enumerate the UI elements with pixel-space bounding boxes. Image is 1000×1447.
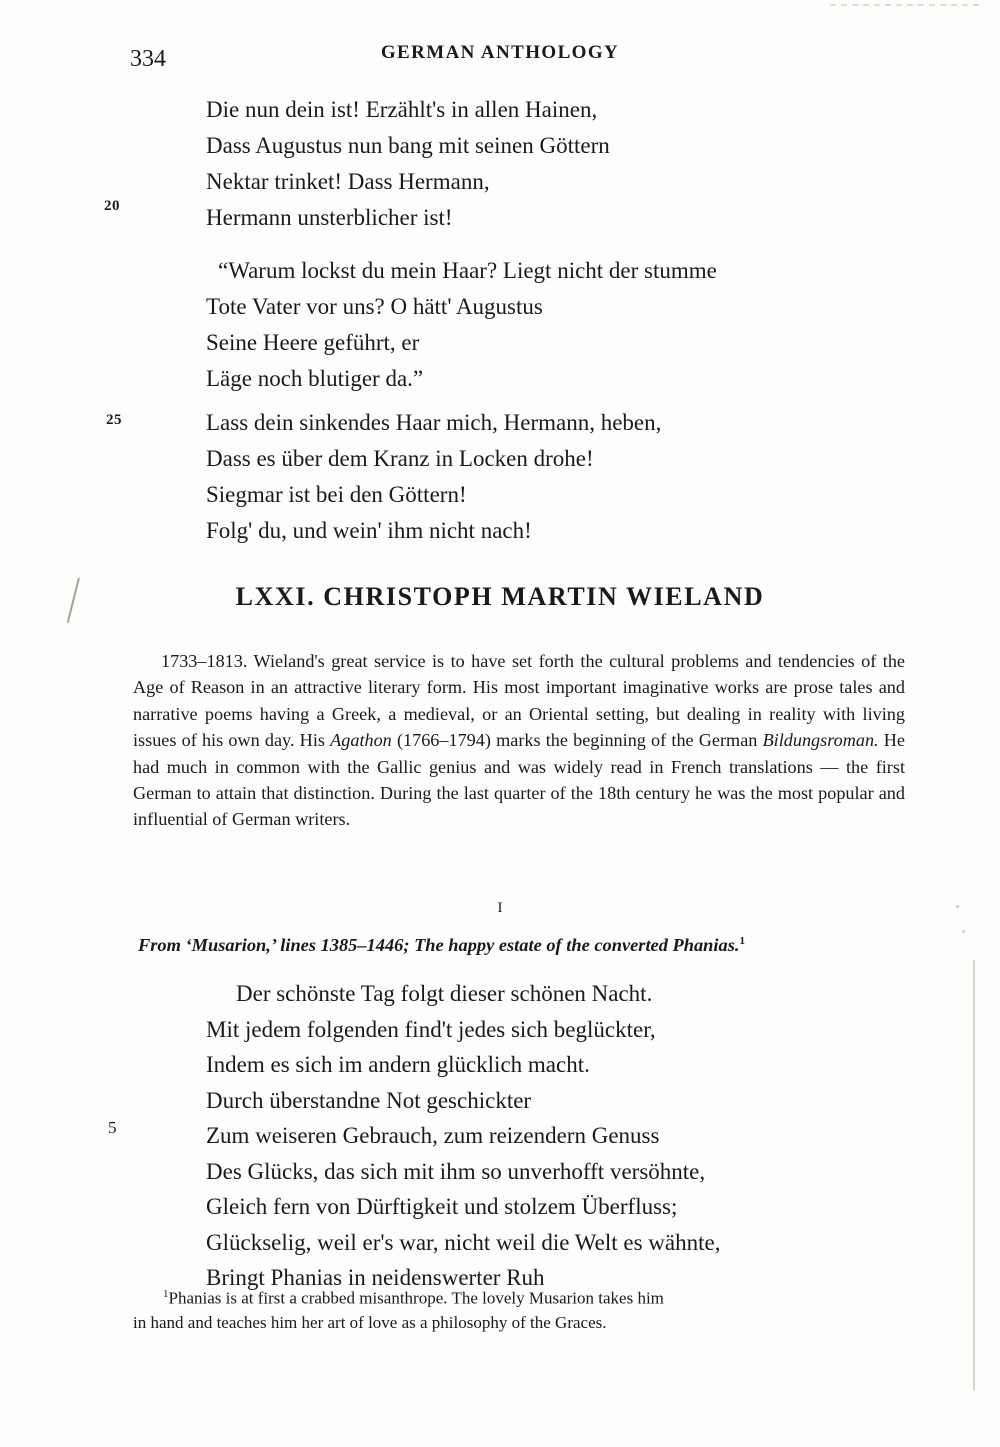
verse-line: Zum weiseren Gebrauch, zum reizendern Genuss — [206, 1123, 660, 1148]
term-bildungsroman: Bildungsroman. — [762, 730, 879, 751]
stanza-3 — [206, 405, 661, 549]
note-text-part-1: Wieland's great service is to have set forth the cultural problems and tendencies of the Age of Reason in an attractive literary form. His most important imaginative works are prose tales and narrative poems having a Greek, a medieval, or an Oriental setting, but dealing in reality with living issues of his own day. His — [133, 651, 906, 751]
poem-source-text: From ‘Musarion,’ lines 1385–1446; The happy estate of the converted Phanias. — [138, 935, 740, 956]
verse-line: Glückselig, weil er's war, nicht weil die Welt es wähnte, — [206, 1229, 721, 1255]
poem-number: I — [497, 900, 503, 916]
scan-speck — [962, 930, 965, 933]
footnote — [133, 1282, 913, 1335]
verse-line-number: 20 — [104, 198, 120, 214]
verse-line: Siegmar ist bei den Göttern! — [206, 482, 467, 507]
verse-line: “Warum lockst du mein Haar? Liegt nicht der stumme — [218, 258, 717, 283]
note-text-part-3: He had much in common with the Gallic genius and was widely read in French translations — the first German to attain that distinction. During the last quarter of the 18th century he was the most popular and influential of German writers. — [133, 730, 905, 830]
verse-line: Die nun dein ist! Erzählt's in allen Hainen, — [206, 97, 598, 122]
verse-line: Läge noch blutiger da.” — [206, 366, 424, 391]
scan-artifact-top-edge — [830, 4, 980, 6]
verse-line: Tote Vater vor uns? O hätt' Augustus — [206, 294, 543, 319]
verse-line: Bringt Phanias in neidenswerter Ruh — [206, 1265, 545, 1290]
verse-line: Mit jedem folgenden find't jedes sich beglückter, — [206, 1016, 656, 1042]
footnote-line-1: Phanias is at first a crabbed misanthrope. The lovely Musarion takes him — [168, 1288, 664, 1308]
verse-line-number: 5 — [108, 1118, 117, 1137]
footnote-line-2: in hand and teaches him her art of love as a philosophy of the Graces. — [133, 1312, 607, 1332]
scan-artifact-right-edge — [973, 960, 975, 1390]
section-title: LXXI. CHRISTOPH MARTIN WIELAND — [235, 582, 765, 611]
running-head: GERMAN ANTHOLOGY — [380, 42, 620, 63]
verse-line: Durch überstandne Not geschickter — [206, 1087, 532, 1113]
verse-line: Indem es sich im andern glücklich macht. — [206, 1052, 590, 1077]
verse-line: Dass es über dem Kranz in Locken drohe! — [206, 446, 594, 471]
footnote-marker: 1 — [163, 1288, 169, 1300]
author-note — [133, 648, 905, 833]
verse-line: Des Glücks, das sich mit ihm so unverhofft versöhnte, — [206, 1158, 706, 1184]
note-text-part-2: (1766–1794) marks the beginning of the German — [391, 730, 763, 751]
page-number: 334 — [130, 46, 166, 72]
verse-line: Nektar trinket! Dass Hermann, — [206, 169, 490, 194]
verse-line: Seine Heere geführt, er — [206, 330, 420, 355]
stanza-musarion — [206, 976, 720, 1296]
work-title-agathon: Agathon — [330, 730, 392, 751]
verse-line: Der schönste Tag folgt dieser schönen Nacht. — [236, 981, 653, 1006]
stanza-2 — [206, 253, 717, 397]
stanza-1 — [206, 92, 610, 236]
verse-line: Lass dein sinkendes Haar mich, Hermann, heben, — [206, 410, 662, 435]
verse-line: Gleich fern von Dürftigkeit und stolzem Überfluss; — [206, 1194, 678, 1219]
verse-line: Hermann unsterblicher ist! — [206, 205, 453, 230]
verse-line: Dass Augustus nun bang mit seinen Göttern — [206, 133, 610, 158]
verse-line-number: 25 — [106, 412, 122, 428]
footnote-reference: 1 — [739, 935, 745, 947]
poem-source-line — [138, 935, 918, 956]
author-dates: 1733–1813. — [161, 651, 248, 671]
verse-line: Folg' du, und wein' ihm nicht nach! — [206, 518, 532, 543]
